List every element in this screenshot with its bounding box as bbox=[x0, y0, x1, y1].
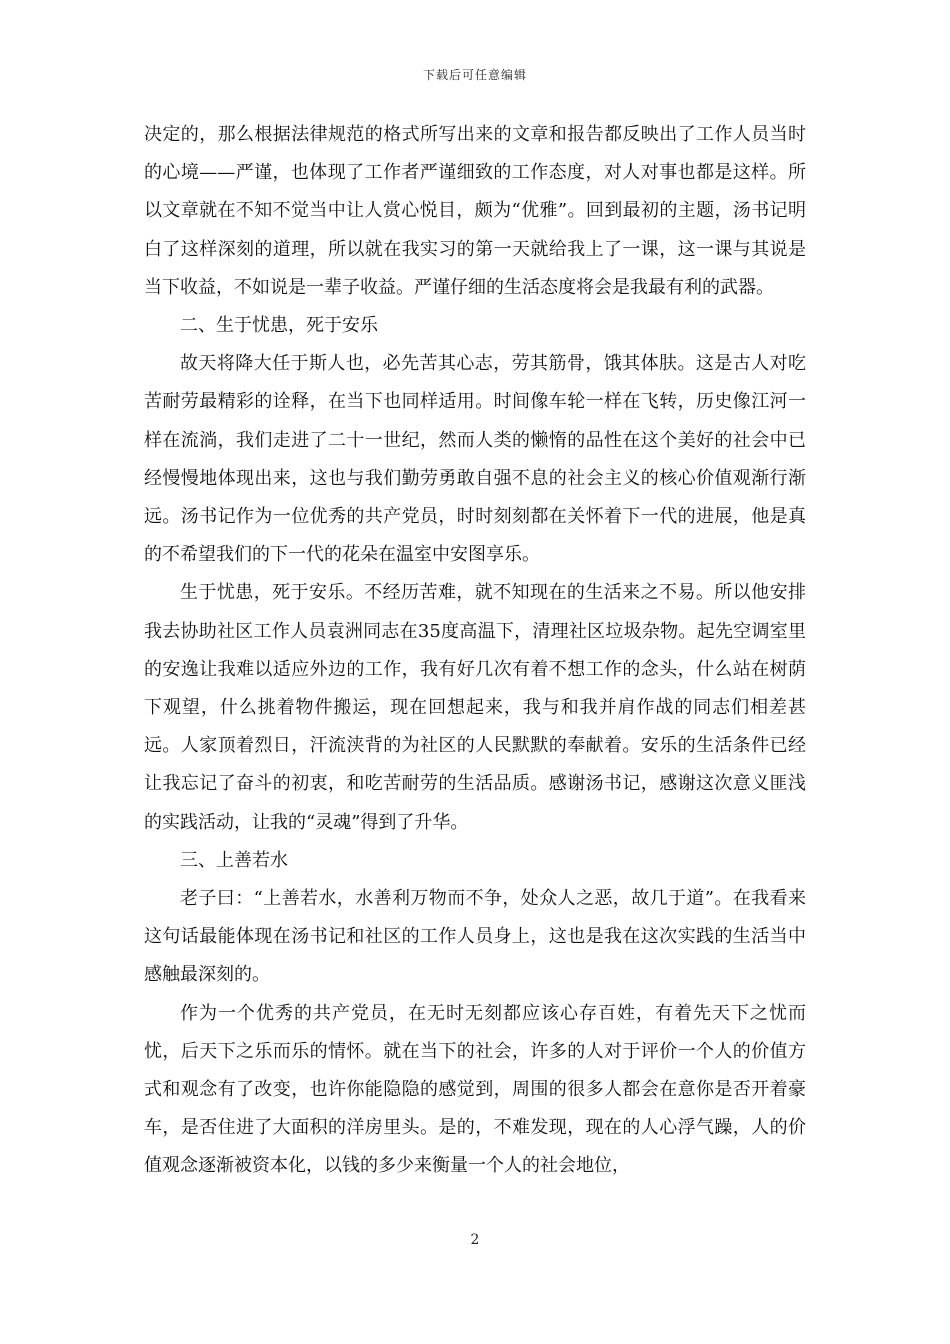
document-body bbox=[144, 116, 806, 1186]
paragraph: 生于忧患，死于安乐。不经历苦难，就不知现在的生活来之不易。所以他安排我去协助社区工作人员袁洲同志在35度高温下，清理社区垃圾杂物。起先空调室里的安逸让我难以适应外边的工作，我有好几次有着不想工作的念头，什么站在树荫下观望，什么挑着物件搬运，现在回想起来，我与和我并肩作战的同志们相差甚远。人家顶着烈日，汗流浃背的为社区的人民默默的奉献着。安乐的生活条件已经让我忘记了奋斗的初衷，和吃苦耐劳的生活品质。感谢汤书记，感谢这次意义匪浅的实践活动，让我的“灵魂”得到了升华。 bbox=[144, 582, 806, 833]
page-number: 2 bbox=[470, 1232, 480, 1248]
paragraph-continued: 决定的，那么根据法律规范的格式所写出来的文章和报告都反映出了工作人员当时的心境——严谨，也体现了工作者严谨细致的工作态度，对人对事也都是这样。所以文章就在不知不觉当中让人赏心悦目，颇为“优雅”。回到最初的主题，汤书记明白了这样深刻的道理，所以就在我实习的第一天就给我上了一课，这一课与其说是当下收益，不如说是一辈子收益。严谨仔细的生活态度将会是我最有利的武器。 bbox=[144, 124, 806, 298]
section-heading-two: 二、生于忧患，死于安乐 bbox=[180, 315, 378, 337]
paragraph: 老子曰：“上善若水，水善利万物而不争，处众人之恶，故几于道”。在我看来这句话最能体现在汤书记和社区的工作人员身上，这也是我在这次实践的生活当中感触最深刻的。 bbox=[144, 888, 806, 986]
section-heading-three: 三、上善若水 bbox=[180, 849, 288, 871]
page-header: 下载后可任意编辑 bbox=[422, 68, 527, 82]
paragraph: 作为一个优秀的共产党员，在无时无刻都应该心存百姓，有着先天下之忧而忧，后天下之乐而乐的情怀。就在当下的社会，许多的人对于评价一个人的价值方式和观念有了改变，也许你能隐隐的感觉到，周围的很多人都会在意你是否开着豪车，是否住进了大面积的洋房里头。是的，不难发现，现在的人心浮气躁，人的价值观念逐渐被资本化，以钱的多少来衡量一个人的社会地位， bbox=[144, 1002, 806, 1177]
paragraph: 故天将降大任于斯人也，必先苦其心志，劳其筋骨，饿其体肤。这是古人对吃苦耐劳最精彩的诠释，在当下也同样适用。时间像车轮一样在飞转，历史像江河一样在流淌，我们走进了二十一世纪，然而人类的懒惰的品性在这个美好的社会中已经慢慢地体现出来，这也与我们勤劳勇敢自强不息的社会主义的核心价值观渐行渐远。汤书记作为一位优秀的共产党员，时时刻刻都在关怀着下一代的进展，他是真的不希望我们的下一代的花朵在温室中安图享乐。 bbox=[144, 353, 806, 566]
